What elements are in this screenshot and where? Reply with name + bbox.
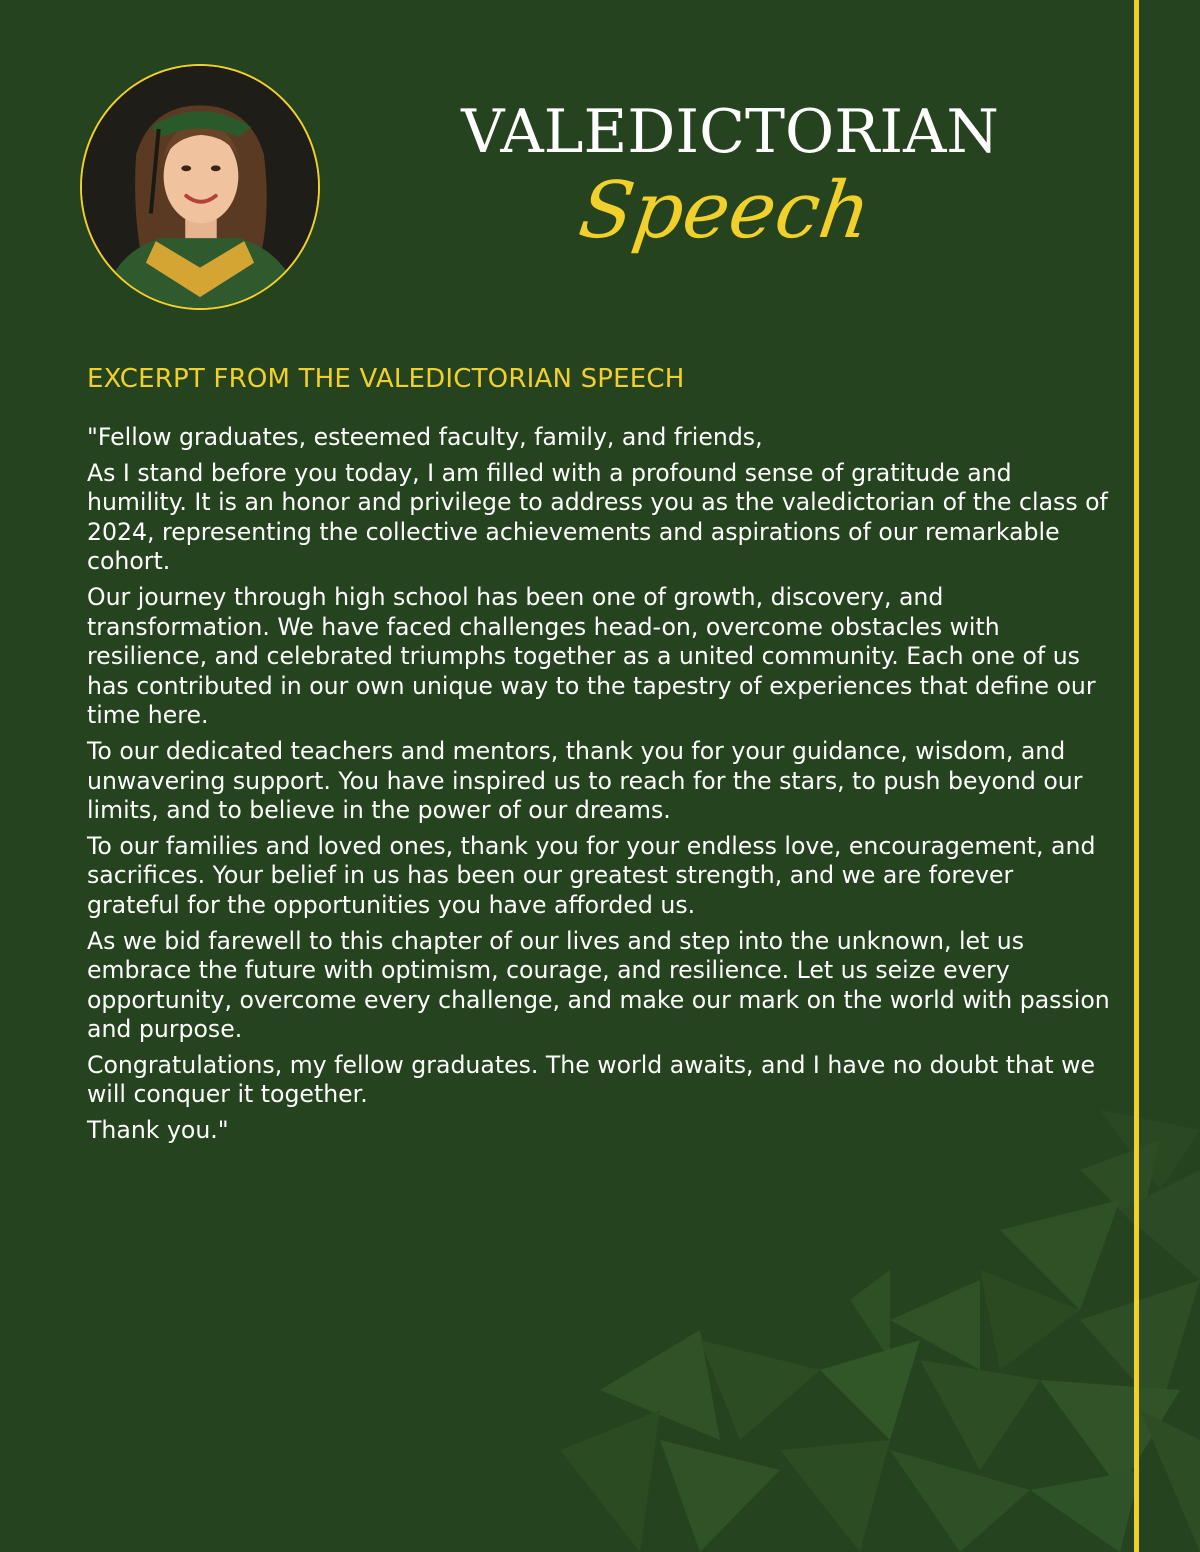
speech-paragraph: Congratulations, my fellow graduates. The world awaits, and I have no doubt that we will conquer it together. (87, 1050, 1095, 1109)
speech-paragraph: As I stand before you today, I am filled with a profound sense of gratitude and humility. It is an honor and privilege to address you as the valedictorian of the class of 2024, representing the collective achievements and aspirations of our remarkable cohort. (87, 458, 1108, 576)
speech-paragraph: Thank you." (87, 1116, 229, 1145)
page-subtitle: Speech (573, 166, 877, 256)
speech-paragraph: "Fellow graduates, esteemed faculty, family, and friends, (87, 423, 763, 451)
page-title: VALEDICTORIAN (461, 97, 999, 167)
speech-paragraph: As we bid farewell to this chapter of our lives and step into the unknown, let us embrace the future with optimism, courage, and resilience. Let us seize every opportunity, overcome every challenge, and make our mark on the world with passion and purpose. (87, 926, 1110, 1044)
speech-paragraph: Our journey through high school has been one of growth, discovery, and transformation. We have faced challenges head-on, overcome obstacles with resilience, and celebrated triumphs together as a united community. Each one of us has contributed in our own unique way to the tapestry of experiences that define our time here. (87, 582, 1096, 730)
graduate-portrait (80, 64, 320, 310)
speech-paragraph: To our dedicated teachers and mentors, thank you for your guidance, wisdom, and unwavering support. You have inspired us to reach for the stars, to push beyond our limits, and to believe in the power of our dreams. (87, 736, 1083, 825)
gold-vertical-rule (1134, 0, 1139, 1552)
speech-body (87, 423, 1112, 1152)
triangle-pattern-decoration (560, 1110, 1200, 1552)
speech-paragraph: To our families and loved ones, thank you for your endless love, encouragement, and sacrifices. Your belief in us has been our greatest strength, and we are forever grateful for the opportunities you have afforded us. (87, 831, 1096, 919)
graduate-portrait-icon (82, 66, 318, 308)
section-heading: EXCERPT FROM THE VALEDICTORIAN SPEECH (87, 364, 685, 394)
